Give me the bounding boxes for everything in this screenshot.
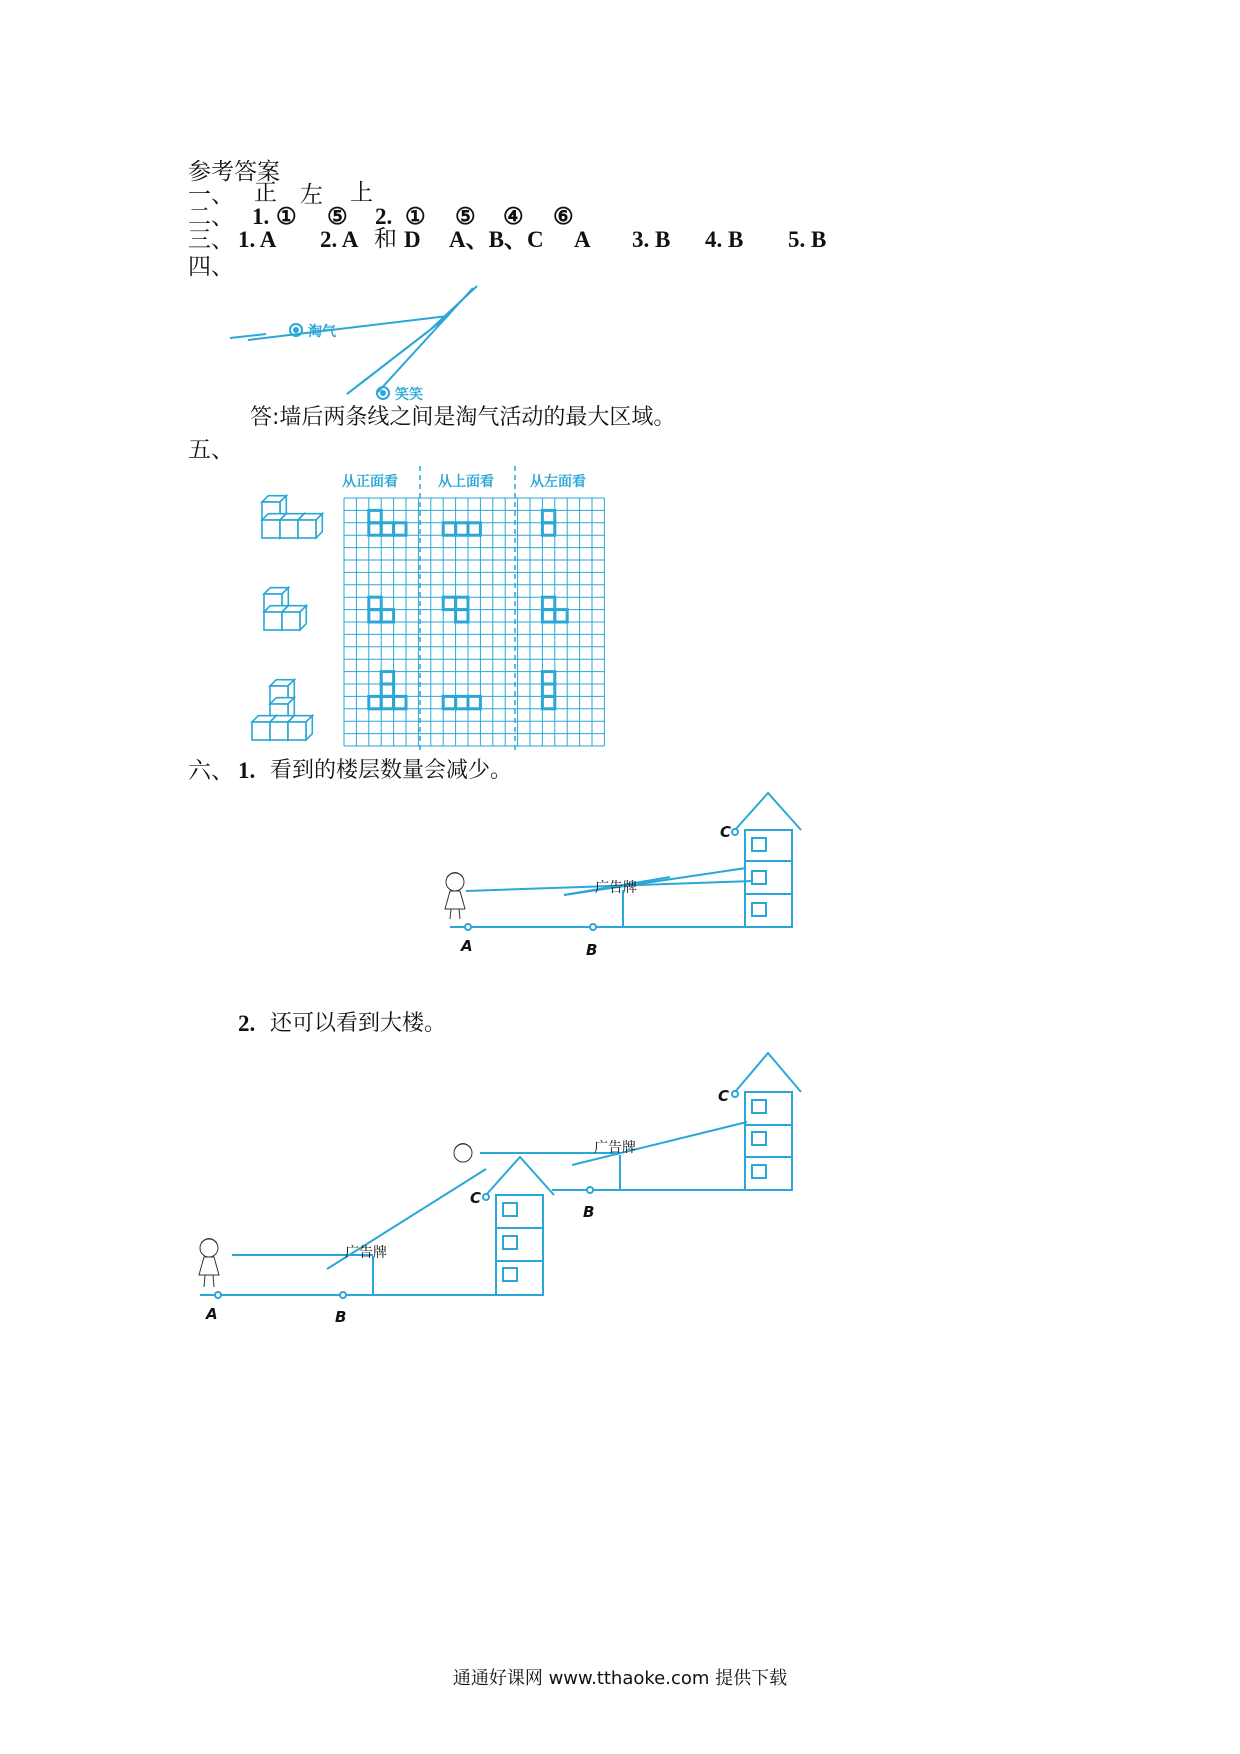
upper-point-b-marker bbox=[587, 1187, 593, 1193]
billboard-label: 广告牌 bbox=[595, 880, 637, 896]
lower-billboard-label: 广告牌 bbox=[345, 1245, 387, 1261]
section-4-answer: 答:墙后两条线之间是淘气活动的最大区域。 bbox=[250, 405, 676, 430]
lower-point-a-marker bbox=[215, 1292, 221, 1298]
section-2-q1-v1: ① bbox=[276, 204, 297, 229]
section-3-number: 三、 bbox=[188, 227, 234, 253]
lower-point-a-label: A bbox=[206, 1305, 218, 1323]
taoqi-label: 淘气 bbox=[308, 324, 336, 340]
section-1-number: 一、 bbox=[188, 182, 234, 208]
section-2-q2-v4: ⑥ bbox=[553, 204, 574, 229]
section-3-q2-a: 2. A bbox=[320, 227, 359, 252]
lower-point-b-marker bbox=[340, 1292, 346, 1298]
section-6-q2-text: 还可以看到大楼。 bbox=[270, 1011, 447, 1036]
xiaoxiao-label: 笑笑 bbox=[395, 387, 423, 403]
section-2-q2-label: 2. bbox=[375, 204, 393, 229]
section-2-q2-v3: ④ bbox=[503, 204, 524, 229]
lower-point-c-label: C bbox=[470, 1189, 482, 1207]
section-3-q2-d: D bbox=[404, 227, 421, 252]
section-3-q2-abc: A、B、C bbox=[449, 227, 544, 252]
building-roof bbox=[735, 793, 801, 830]
girl-icon-upper bbox=[454, 1144, 472, 1163]
section-2-q1-label: 1. bbox=[252, 204, 270, 229]
section-3-q2-he: 和 bbox=[374, 226, 397, 252]
upper-point-c-label: C bbox=[718, 1087, 730, 1105]
point-b-marker bbox=[590, 924, 596, 930]
wall-segment bbox=[347, 330, 430, 394]
section-3-q2-c: A bbox=[574, 227, 591, 252]
footer-credit: 通通好课网 www.tthaoke.com 提供下载 bbox=[452, 1668, 788, 1689]
section-2-q1-v2: ⑤ bbox=[327, 204, 348, 229]
point-a-marker bbox=[465, 924, 471, 930]
section-1-answer-3: 上 bbox=[350, 180, 373, 206]
section-2-q2-v2: ⑤ bbox=[455, 204, 476, 229]
col-top-label: 从上面看 bbox=[438, 474, 494, 490]
girl-icon bbox=[445, 873, 465, 920]
billboard-diagram-2 bbox=[190, 1035, 820, 1335]
views-grid-figure bbox=[240, 466, 610, 756]
section-6-q1-text: 看到的楼层数量会减少。 bbox=[270, 758, 513, 783]
upper-building-roof bbox=[735, 1053, 801, 1092]
point-a-label: A bbox=[461, 937, 473, 955]
point-c-label: C bbox=[720, 823, 732, 841]
section-5-number: 五、 bbox=[188, 437, 234, 463]
wall-sight-line-1 bbox=[248, 316, 448, 340]
lower-building-roof bbox=[486, 1157, 554, 1195]
section-1-answer-1: 正 bbox=[254, 180, 277, 206]
section-6-q1-number: 1. bbox=[238, 758, 256, 783]
upper-point-b-label: B bbox=[583, 1203, 595, 1221]
col-front-label: 从正面看 bbox=[342, 474, 398, 490]
girl-icon-lower bbox=[199, 1239, 219, 1288]
col-left-label: 从左面看 bbox=[530, 474, 586, 490]
section-3-q1: 1. A bbox=[238, 227, 277, 252]
section-3-q4: 4. B bbox=[705, 227, 744, 252]
point-c-marker bbox=[732, 829, 738, 835]
section-3-q3: 3. B bbox=[632, 227, 671, 252]
lower-point-b-label: B bbox=[335, 1308, 347, 1326]
billboard-diagram-1 bbox=[430, 785, 810, 960]
section-6-number: 六、 bbox=[188, 758, 234, 784]
section-3-q5: 5. B bbox=[788, 227, 827, 252]
point-b-label: B bbox=[586, 941, 598, 959]
section-6-q2-number: 2. bbox=[238, 1011, 256, 1036]
section-2-number: 二、 bbox=[188, 204, 234, 230]
section-2-q2-v1: ① bbox=[405, 204, 426, 229]
wall-view-diagram bbox=[230, 280, 510, 410]
upper-billboard-label: 广告牌 bbox=[594, 1140, 636, 1156]
cube-models bbox=[252, 496, 322, 740]
right-boundary-line bbox=[378, 288, 473, 392]
section-1-answer-2: 左 bbox=[300, 182, 323, 208]
page-title: 参考答案 bbox=[188, 159, 280, 185]
section-4-number: 四、 bbox=[188, 254, 234, 280]
